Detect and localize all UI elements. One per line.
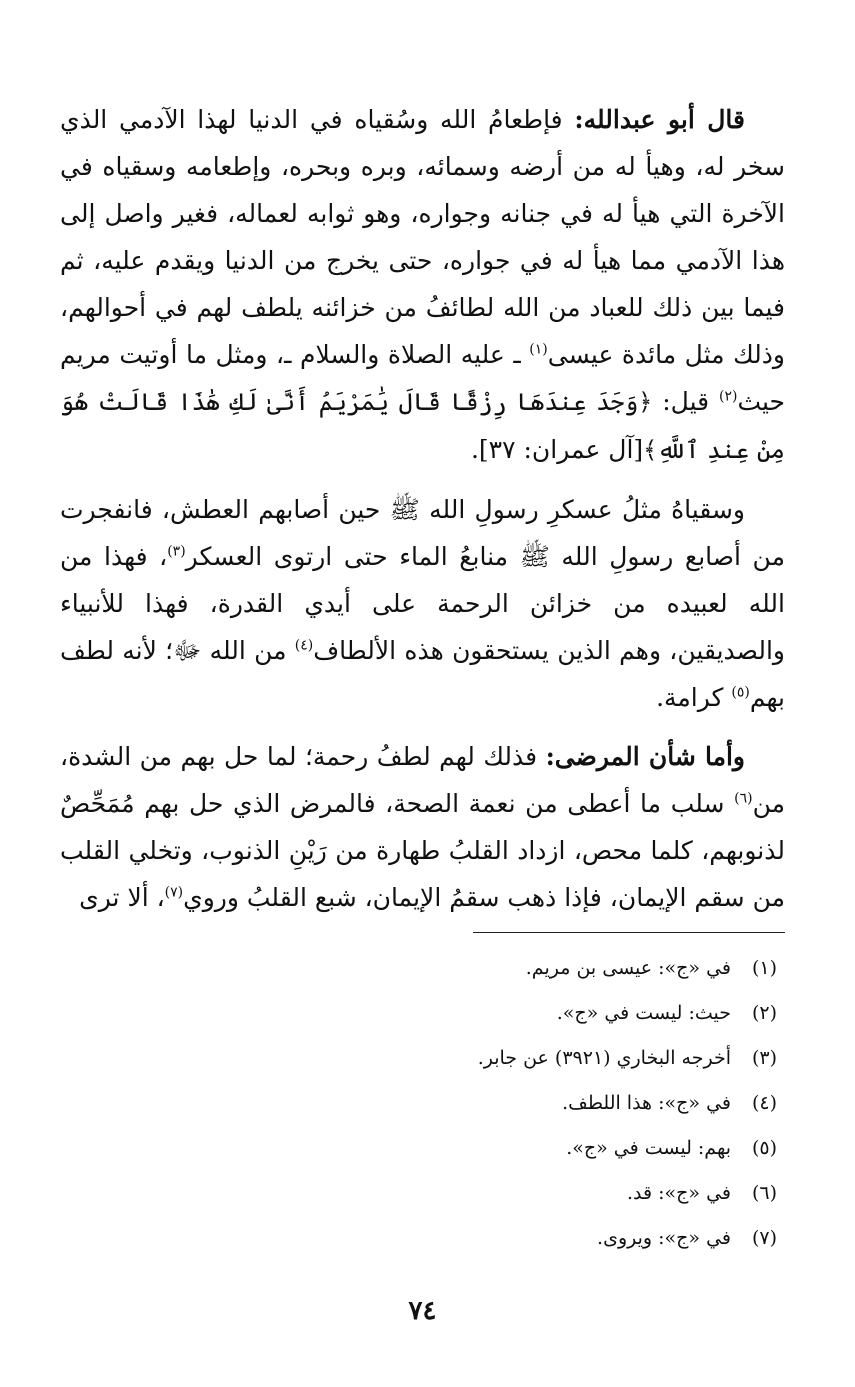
footnote-number: (٤) — [751, 1092, 777, 1114]
footnote-text: أخرجه البخاري (٣٩٢١) عن جابر. — [477, 1047, 731, 1069]
footnote — [225, 1126, 785, 1171]
footnote-text: في «ج»: ويروى. — [597, 1227, 731, 1249]
book-page — [60, 0, 785, 1387]
text-segment: من الله ﷻ؛ لأنه لطف بهم — [60, 636, 785, 712]
footnote — [225, 991, 785, 1036]
paragraph-lead: قال أبو عبدالله: — [574, 105, 746, 134]
text-segment: فإطعامُ الله وسُقياه في الدنيا لهذا الآدمي الذي سخر له، وهيأ له من أرضه وسمائه، وبره وبحره، وإطعامه وسقياه في الآخرة التي هيأ له في جنانه وجواره، وهو ثوابه لعماله، فغير واصل إلى هذا الآدمي مما هيأ له في جواره، حتى يخرج من الدنيا ويقدم عليه، ثم فيما بين ذلك للعباد من الله لطائفُ من خزائنه يلطف لهم في أحوالهم، وذلك مثل مائدة عيسى — [60, 105, 785, 369]
text-segment: وسقياهُ مثلُ عسكرِ رسولِ الله ﷺ حين أصابهم العطش، فانفجرت من أصابع رسولِ الله ﷺ منابعُ الماء حتى ارتوى العسكر — [60, 495, 785, 571]
footnote-number: (٥) — [751, 1137, 777, 1159]
footnote-ref: (٧) — [164, 884, 184, 901]
text-segment: ، ألا ترى — [79, 883, 165, 912]
footnote-number: (٢) — [751, 1002, 777, 1024]
footnote-divider — [473, 932, 785, 933]
footnote — [225, 946, 785, 991]
text-segment: ، فهذا من الله لعبيده من خزائن الرحمة على أيدي القدرة، فهذا للأنبياء والصديقين، وهم الذين يستحقون هذه الألطاف — [60, 542, 785, 665]
paragraph — [60, 733, 785, 921]
footnote-ref: (٣) — [167, 543, 186, 560]
text-segment: كرامة. — [656, 683, 732, 712]
footnote-text: في «ج»: هذا اللطف. — [562, 1092, 731, 1114]
footnote — [225, 1036, 785, 1081]
paragraph — [60, 96, 785, 474]
page-number: ٧٤ — [408, 1296, 437, 1326]
paragraph-lead: وأما شأن المرضى: — [545, 742, 745, 771]
footnote-ref: (٢) — [718, 388, 738, 405]
text-segment: [آل عمران: ٣٧]. — [470, 435, 644, 464]
footnote-number: (٣) — [751, 1047, 777, 1069]
footnote-ref: (٥) — [731, 684, 750, 701]
footnote-text: في «ج»: قد. — [626, 1182, 731, 1204]
footnotes — [225, 946, 785, 1261]
footnote-text: في «ج»: عيسى بن مريم. — [525, 957, 731, 979]
footnote-number: (٦) — [751, 1182, 777, 1204]
footnote — [225, 1216, 785, 1261]
footnote — [225, 1081, 785, 1126]
text-segment: قيل: — [652, 387, 719, 416]
footnote-ref: (٦) — [734, 790, 753, 807]
footnote-ref: (١) — [529, 341, 548, 358]
footnote — [225, 1171, 785, 1216]
text-segment: سلب ما أعطى من نعمة الصحة، فالمرض الذي حل بهم مُمَحِّصٌ لذنوبهم، كلما محص، ازداد القلبُ طهارة من رَيْنِ الذنوب، وتخلي القلب من سقم الإيمان، فإذا ذهب سقمُ الإيمان، شبع القلبُ وروي — [60, 789, 785, 912]
footnote-text: بهم: ليست في «ج». — [566, 1137, 731, 1159]
footnote-ref: (٤) — [294, 637, 314, 654]
paragraph — [60, 486, 785, 721]
text-segment: ـ عليه الصلاة والسلام ـ، ومثل ما أوتيت مريم حيث — [60, 340, 785, 416]
footnote-number: (٧) — [751, 1227, 777, 1249]
quran-quote: ﴿وَجَدَ عِندَهَا رِزْقًا قَالَ يَٰمَرْيَمُ أَنَّىٰ لَكِ هَٰذَا قَالَتْ هُوَ مِنْ عِندِ ٱللَّهِ﴾ — [60, 388, 785, 464]
footnote-text: حيث: ليست في «ج». — [556, 1002, 731, 1024]
text-segment: فذلك لهم لطفُ رحمة؛ لما حل بهم من الشدة، من — [60, 742, 785, 818]
main-text — [60, 96, 785, 933]
footnote-number: (١) — [751, 957, 777, 979]
